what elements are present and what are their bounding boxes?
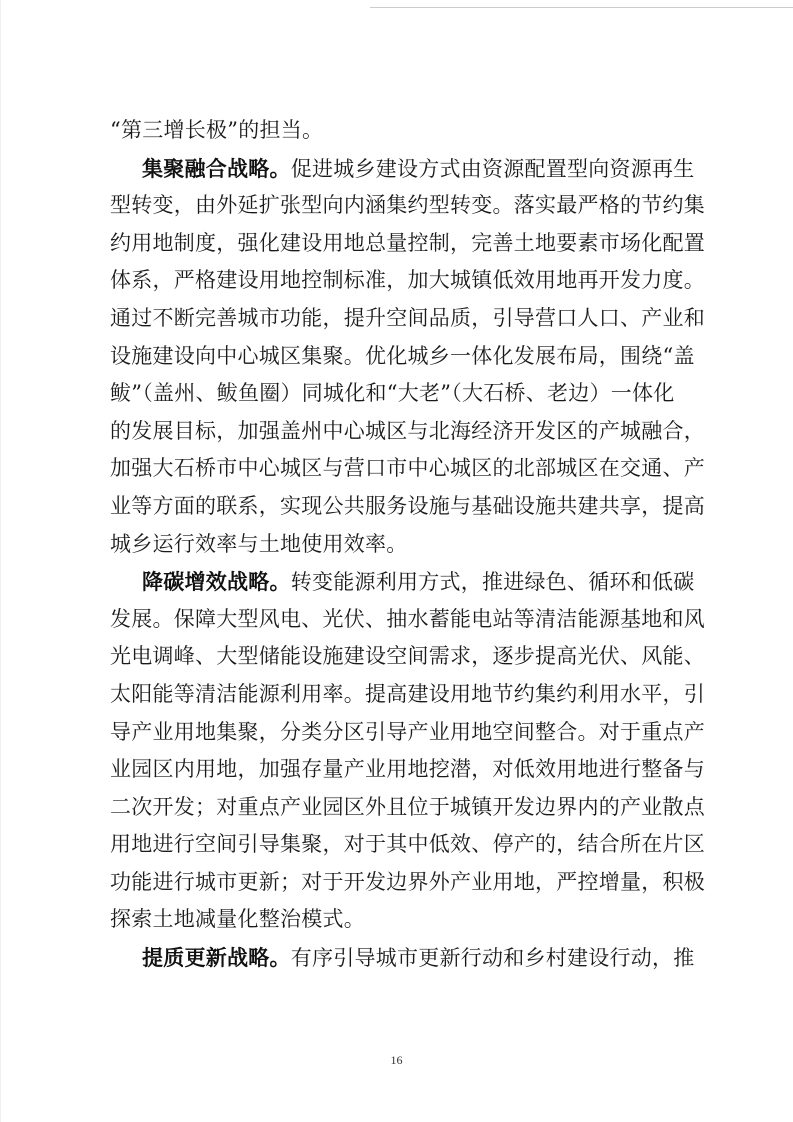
line-text: 设施建设向中心城区集聚。优化城乡一体化发展布局，围绕“盖 — [110, 343, 695, 368]
line-text: 型转变，由外延扩张型向内涵集约型转变。落实最严格的节约集 — [110, 193, 705, 218]
body-line — [110, 751, 705, 789]
body-line — [110, 413, 705, 451]
body-line — [110, 187, 705, 225]
body-line — [110, 488, 705, 526]
page-number: 16 — [390, 1053, 403, 1067]
line-text: 通过不断完善城市功能，提升空间品质，引导营口人口、产业和 — [110, 305, 705, 330]
line-text: 体系，严格建设用地控制标准，加大城镇低效用地再开发力度。 — [110, 268, 705, 293]
body-line — [110, 262, 705, 300]
body-line — [110, 300, 705, 338]
line-text: 的发展目标，加强盖州中心城区与北海经济开发区的产城融合， — [110, 418, 705, 443]
line-text: 导产业用地集聚，分类分区引导产业用地空间整合。对于重点产 — [110, 719, 705, 744]
line-text: 约用地制度，强化建设用地总量控制，完善土地要素市场化配置 — [110, 230, 705, 255]
line-text: 城乡运行效率与土地使用效率。 — [110, 531, 408, 556]
body-line — [110, 150, 695, 188]
body-line — [110, 789, 705, 827]
body-line — [110, 563, 695, 601]
body-line — [110, 939, 695, 977]
body-line — [110, 601, 705, 639]
line-text: 鲅”（盖州、鲅鱼圈）同城化和“大老”（大石桥、老边）一体化 — [110, 381, 675, 406]
line-text: 用地进行空间引导集聚，对于其中低效、停产的，结合所在片区 — [110, 832, 705, 857]
line-text: 业等方面的联系，实现公共服务设施与基础设施共建共享，提高 — [110, 493, 705, 518]
line-text: 转变能源利用方式，推进绿色、循环和低碳 — [290, 570, 695, 595]
body-line — [110, 864, 705, 902]
body-line — [110, 338, 695, 376]
line-text: 加强大石桥市中心城区与营口市中心城区的北部城区在交通、产 — [110, 456, 705, 481]
body-line — [110, 112, 670, 150]
body-line — [110, 638, 705, 676]
line-text: 探索土地减量化整治模式。 — [110, 907, 365, 932]
section-heading: 提质更新战略。 — [142, 945, 291, 971]
body-line — [110, 450, 705, 488]
line-text: “第三增长极”的担当。 — [110, 118, 324, 142]
line-text: 太阳能等清洁能源利用率。提高建设用地节约集约利用水平，引 — [110, 681, 705, 706]
body-line — [110, 826, 705, 864]
line-text: 促进城乡建设方式由资源配置型向资源再生 — [290, 156, 695, 181]
line-text: 功能进行城市更新；对于开发边界外产业用地，严控增量，积极 — [110, 869, 705, 894]
body-line — [110, 714, 705, 752]
body-line — [110, 676, 705, 714]
line-text: 业园区内用地，加强存量产业用地挖潜，对低效用地进行整备与 — [110, 757, 705, 782]
header-rule — [370, 7, 793, 8]
line-text: 有序引导城市更新行动和乡村建设行动，推 — [290, 946, 695, 971]
page-body — [110, 112, 705, 977]
line-text: 光电调峰、大型储能设施建设空间需求，逐步提高光伏、风能、 — [110, 644, 705, 669]
section-heading: 降碳增效战略。 — [142, 569, 291, 595]
line-text: 二次开发；对重点产业园区外且位于城镇开发边界内的产业散点 — [110, 794, 705, 819]
body-line — [110, 901, 670, 939]
body-line — [110, 375, 675, 413]
body-line — [110, 526, 670, 564]
line-text: 发展。保障大型风电、光伏、抽水蓄能电站等清洁能源基地和风 — [110, 606, 705, 631]
section-heading: 集聚融合战略。 — [142, 155, 291, 181]
body-line — [110, 225, 705, 263]
